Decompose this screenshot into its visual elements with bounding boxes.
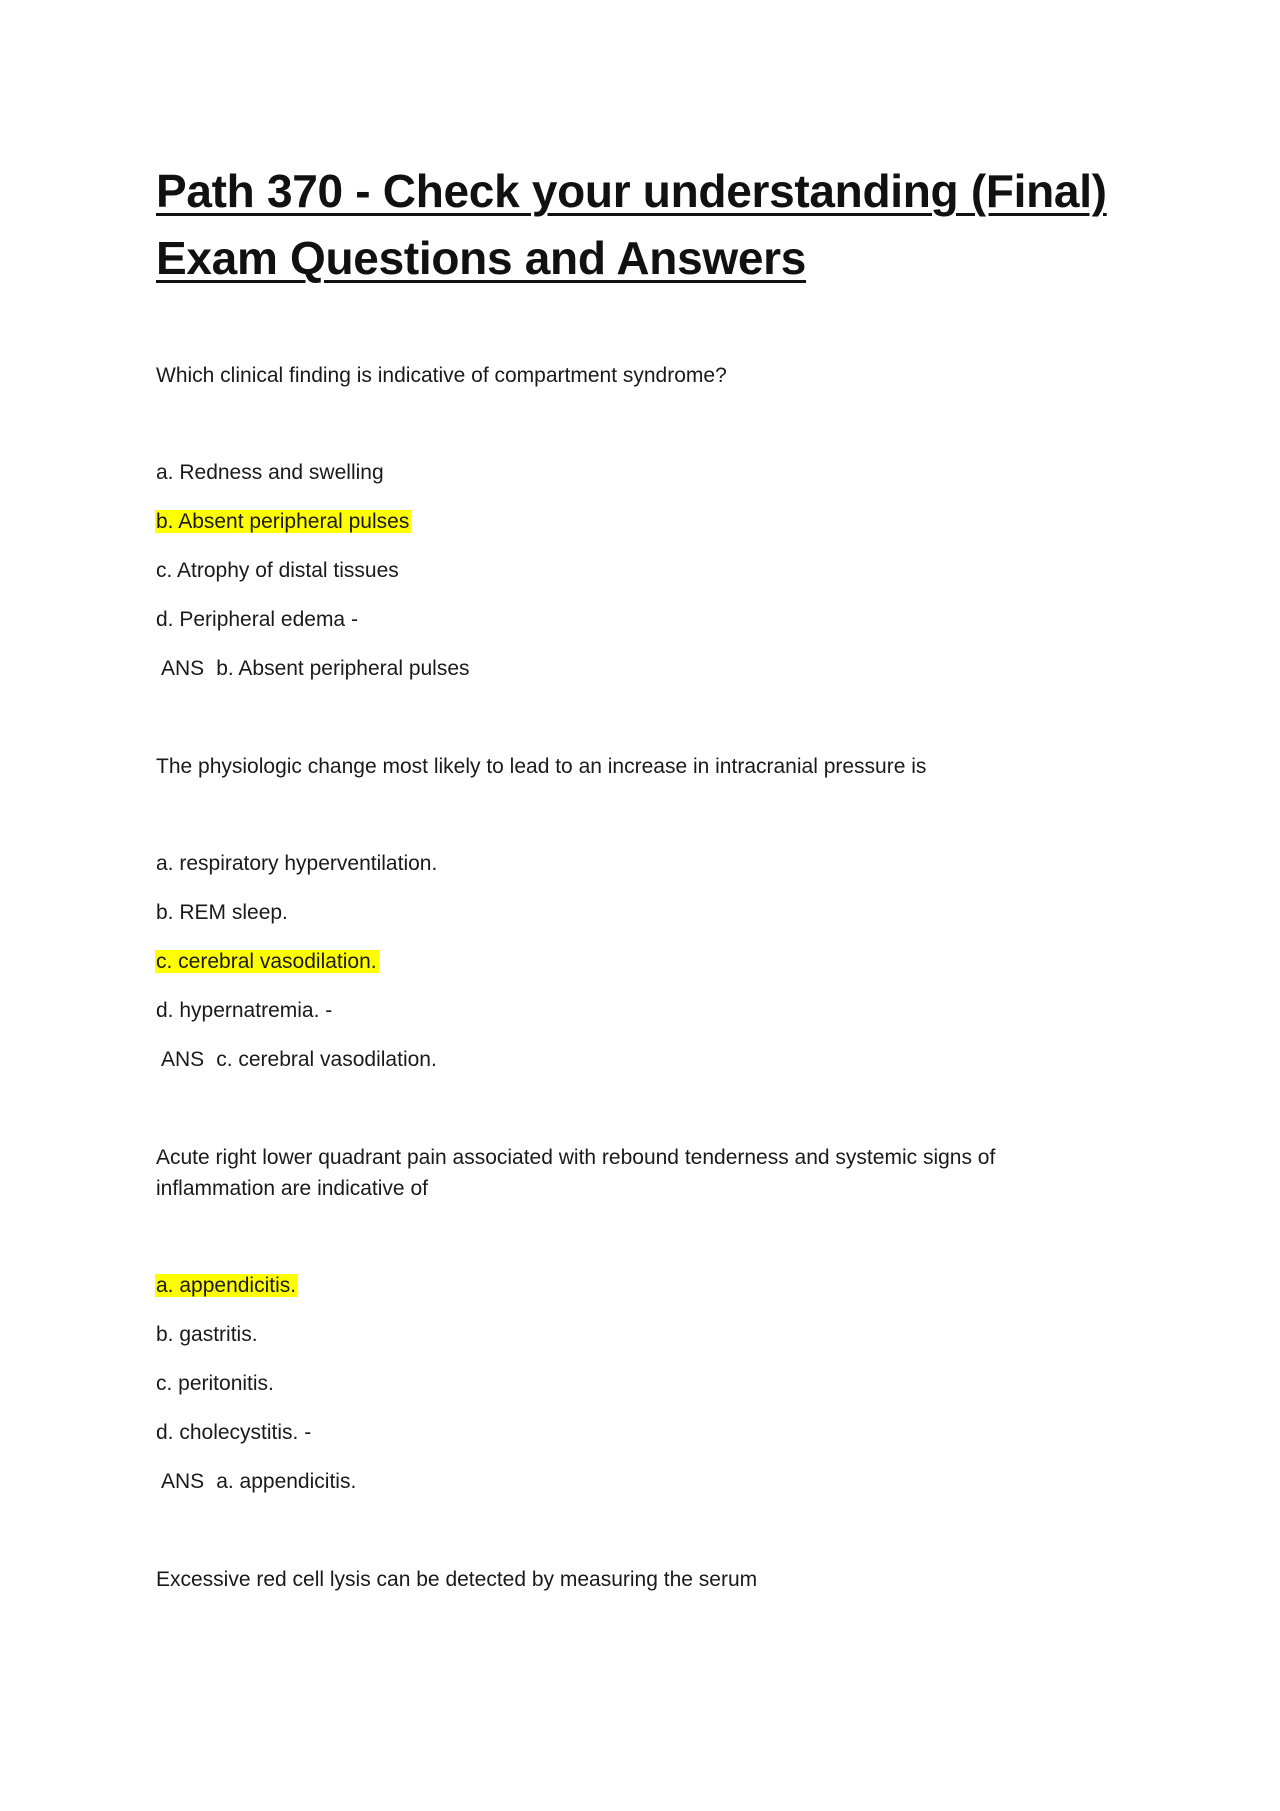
document-title-line-2: Exam Questions and Answers — [156, 232, 807, 284]
answer-text: b. Absent peripheral pulses — [216, 657, 470, 680]
question-3-option-b: b. gastritis. — [156, 1323, 258, 1346]
answer-label: ANS — [161, 1048, 205, 1071]
question-3-option-a — [156, 1270, 298, 1301]
question-3-option-c: c. peritonitis. — [156, 1372, 274, 1395]
answer-text: a. appendicitis. — [216, 1470, 357, 1493]
highlighted-answer: b. Absent peripheral pulses — [156, 510, 410, 533]
question-2-option-a: a. respiratory hyperventilation. — [156, 852, 438, 875]
question-1-option-c: c. Atrophy of distal tissues — [156, 559, 399, 582]
answer-label: ANS — [161, 657, 205, 680]
question-4-text: Excessive red cell lysis can be detected by measuring the serum — [156, 1568, 758, 1591]
question-2-option-c — [156, 946, 379, 977]
question-3-text: Acute right lower quadrant pain associated with rebound tenderness and systemic signs of inflammation are indicative of — [156, 1146, 996, 1200]
question-1-answer — [161, 653, 470, 684]
highlighted-answer: c. cerebral vasodilation. — [156, 950, 377, 973]
document-title — [156, 158, 1156, 292]
question-1-option-b — [156, 506, 411, 537]
question-1-text: Which clinical finding is indicative of compartment syndrome? — [156, 364, 727, 387]
document-title-line-1: Path 370 - Check your understanding (Final) — [156, 165, 1107, 217]
question-3-answer — [161, 1466, 356, 1497]
answer-text: c. cerebral vasodilation. — [216, 1048, 437, 1071]
question-2-text: The physiologic change most likely to lead to an increase in intracranial pressure is — [156, 755, 927, 778]
question-3-option-d: d. cholecystitis. - — [156, 1421, 312, 1444]
highlighted-answer: a. appendicitis. — [156, 1274, 297, 1297]
question-1-option-a: a. Redness and swelling — [156, 461, 384, 484]
question-2-option-b: b. REM sleep. — [156, 901, 288, 924]
question-1-option-d: d. Peripheral edema - — [156, 608, 358, 631]
question-2-answer — [161, 1044, 437, 1075]
question-2-option-d: d. hypernatremia. - — [156, 999, 333, 1022]
answer-label: ANS — [161, 1470, 205, 1493]
